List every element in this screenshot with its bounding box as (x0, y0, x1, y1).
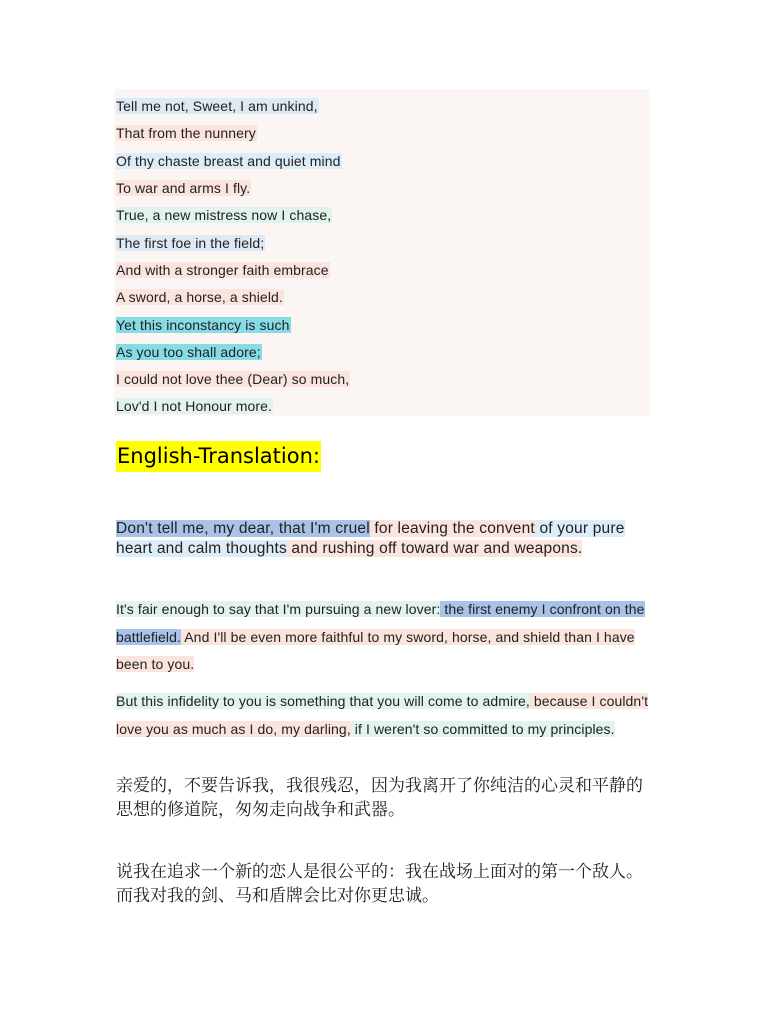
translation-fragment: of your pure heart and calm thoughts (116, 520, 625, 557)
section-heading: English-Translation: (116, 441, 321, 472)
chinese-paragraph-2: 说我在追求一个新的恋人是很公平的：我在战场上面对的第一个敌人。而我对我的剑、马和盾牌会比对你更忠诚。 (116, 862, 643, 906)
translation-fragment: for leaving the convent (369, 520, 535, 537)
poem-line: True, a new mistress now I chase, (116, 207, 332, 223)
translation-paragraph-1 (116, 519, 646, 559)
translation-fragment: But this infidelity to you is something that you will come to admire, (116, 693, 530, 709)
translation-fragment: if I weren't so committed to my principles. (350, 720, 615, 737)
translation-fragment: and rushing off toward war and weapons. (286, 540, 583, 557)
poem-line: As you too shall adore; (116, 344, 261, 360)
translation-fragment: because I couldn't love you as much as I do, my darling, (116, 693, 649, 737)
translation-fragment: And I'll be even more faithful to my sword, horse, and shield than I have been to you. (116, 628, 635, 672)
poem-line: I could not love thee (Dear) so much, (116, 371, 350, 387)
poem-line: Lov'd I not Honour more. (116, 398, 273, 414)
translation-fragment: It's fair enough to say that I'm pursuing a new lover: (116, 601, 441, 617)
poem-line: To war and arms I fly. (116, 180, 251, 196)
chinese-paragraph-1: 亲爱的，不要告诉我，我很残忍，因为我离开了你纯洁的心灵和平静的思想的修道院，匆匆走向战争和武器。 (116, 776, 643, 820)
poem-line: Tell me not, Sweet, I am unkind, (116, 98, 318, 114)
translation-paragraph-3 (116, 688, 652, 743)
translation-fragment: the first enemy I confront on the battlefield. (116, 601, 645, 645)
translation-fragment: Don't tell me, my dear, that I'm cruel (116, 520, 370, 537)
poem-line: Of thy chaste breast and quiet mind (116, 153, 341, 169)
poem-line: The first foe in the field; (116, 235, 265, 251)
poem-line: Yet this inconstancy is such (116, 317, 290, 333)
poem-line: And with a stronger faith embrace (116, 262, 329, 278)
poem-line: That from the nunnery (116, 125, 256, 141)
translation-paragraph-2 (116, 596, 652, 679)
poem-line: A sword, a horse, a shield. (116, 289, 283, 305)
